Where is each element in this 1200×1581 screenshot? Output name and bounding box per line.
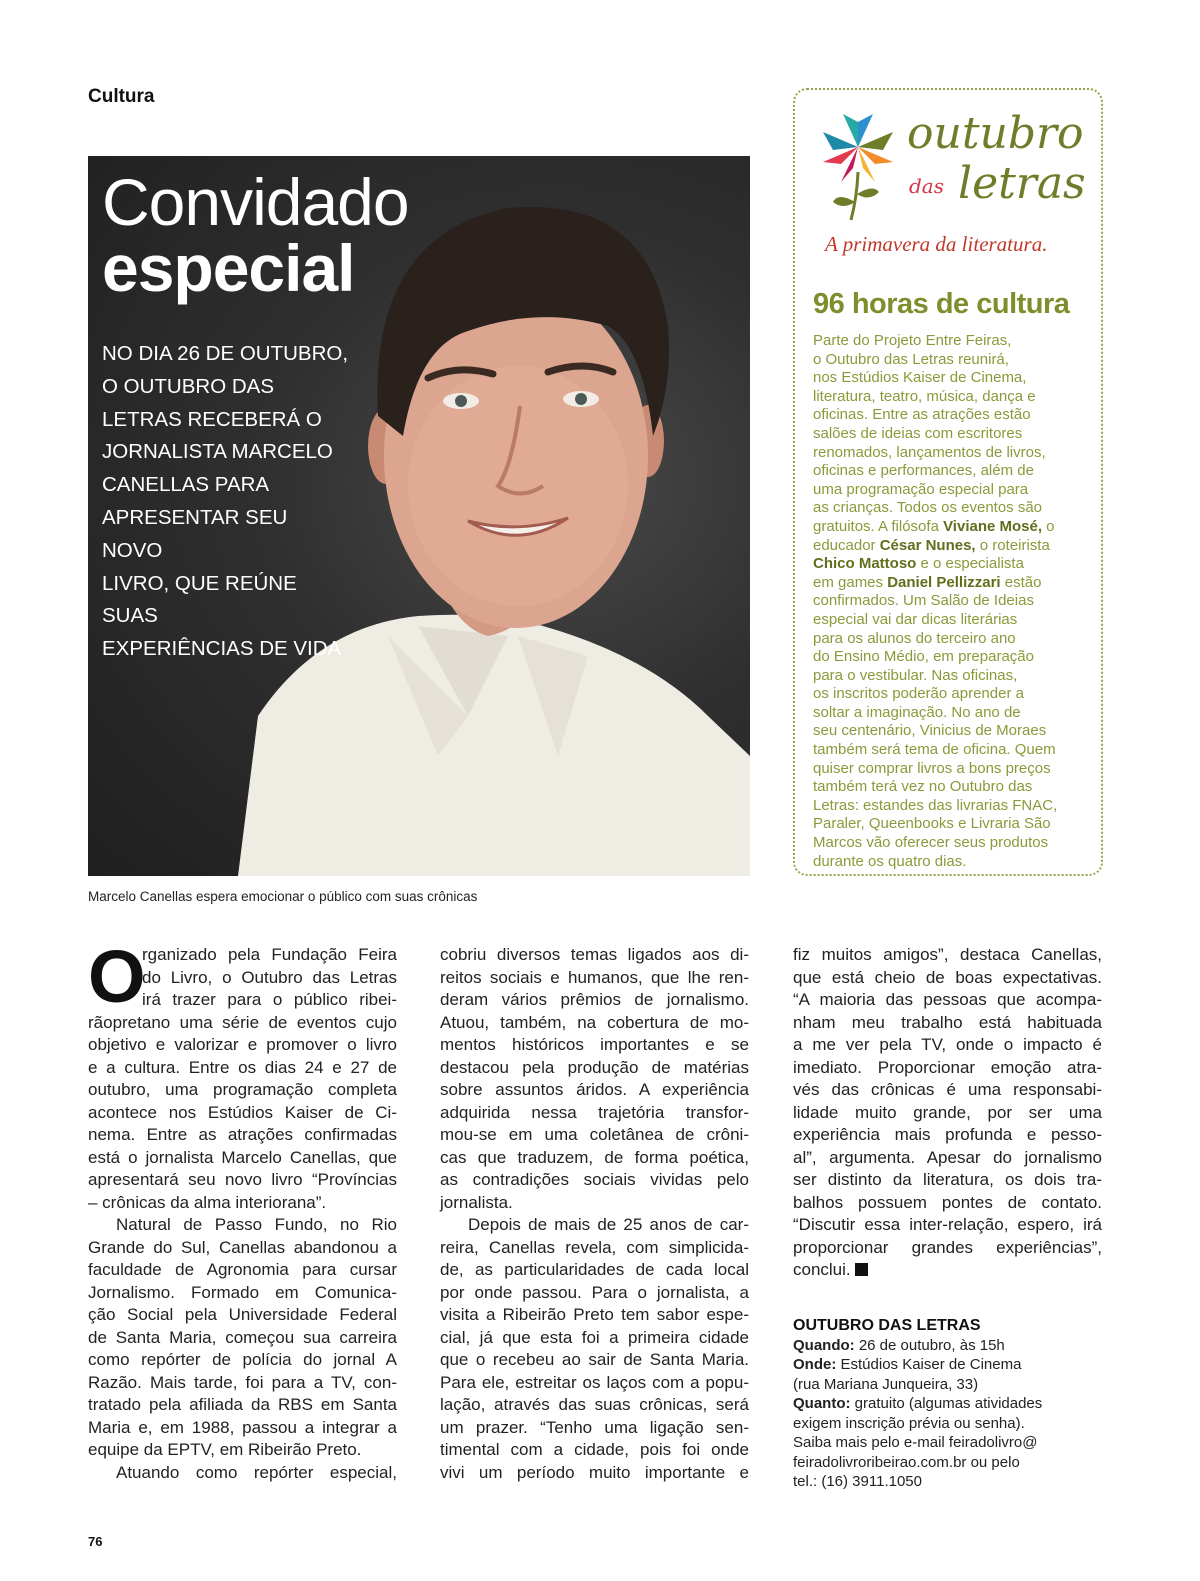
deck-line: APRESENTAR SEU NOVO bbox=[102, 505, 288, 562]
logo-word-outubro: outubro bbox=[907, 108, 1084, 159]
where-label: Onde: bbox=[793, 1356, 837, 1373]
article-line: como repórter de polícia do jornal A bbox=[88, 1350, 397, 1369]
article-line: balhos possuem pontes de contato. bbox=[793, 1192, 1102, 1212]
article-line: Maria e, em 1988, passou a integrar a bbox=[88, 1417, 397, 1437]
article-line: um prazer. “Tenho uma ligação sen- bbox=[440, 1417, 749, 1437]
sidebar-line: nos Estúdios Kaiser de Cinema, bbox=[813, 369, 1027, 387]
sidebar-line bbox=[813, 537, 1089, 556]
article-line: al”, argumenta. Apesar do jornalismo bbox=[793, 1147, 1102, 1167]
sidebar-line bbox=[813, 518, 1089, 537]
article-line: do Livro, o Outubro das Letras bbox=[142, 967, 397, 987]
logo-word-das: das bbox=[909, 174, 944, 198]
photo-caption: Marcelo Canellas espera emocionar o público com suas crônicas bbox=[88, 889, 478, 904]
sidebar-line: Paraler, Queenbooks e Livraria São bbox=[813, 815, 1051, 833]
headline-bold: especial bbox=[102, 231, 355, 305]
article-line: tratado pela afiliada da RBS em Santa bbox=[88, 1395, 397, 1414]
article-line: Atuando como repórter especial, bbox=[116, 1462, 397, 1482]
article-line: Jornalismo. Formado em Comunica- bbox=[88, 1282, 397, 1302]
article-line: vivi um período muito importante e bbox=[440, 1462, 749, 1482]
article-line: sobre assuntos áridos. A experiência bbox=[440, 1080, 749, 1099]
article-line: faculdade de Agronomia para cursar bbox=[88, 1260, 397, 1279]
article-line: por onde passou. Para o jornalista, a bbox=[440, 1282, 749, 1302]
sidebar-line bbox=[813, 555, 1089, 574]
article-line: lidade muito grande, por ser uma bbox=[793, 1102, 1102, 1122]
price-label: Quanto: bbox=[793, 1395, 851, 1412]
event-info-line: tel.: (16) 3911.1050 bbox=[793, 1473, 922, 1490]
sidebar-text: gratuitos. A filósofa bbox=[813, 517, 944, 535]
event-info-line: Saiba mais pelo e-mail feiradolivro@ bbox=[793, 1434, 1038, 1451]
article-line: ção Social pela Universidade Federal bbox=[88, 1305, 397, 1324]
article-line: timental com a cidade, pois foi onde bbox=[440, 1440, 749, 1459]
article-line: de, as particularidades de cada local bbox=[440, 1260, 749, 1279]
article-line: proporcionar grandes experiências”, bbox=[793, 1237, 1102, 1257]
sidebar-line: oficinas e performances, além de bbox=[813, 462, 1034, 480]
article-line: irá trazer para o público ribei- bbox=[142, 990, 397, 1009]
article-line: experiência mais profunda e pesso- bbox=[793, 1125, 1102, 1144]
drop-cap: O bbox=[88, 935, 146, 1018]
sidebar-text: em games bbox=[813, 573, 888, 591]
end-mark-icon bbox=[855, 1263, 868, 1276]
article-line: mou-se em uma coletânea de crôni- bbox=[440, 1125, 749, 1144]
sidebar-line: seu centenário, Vinicius de Moraes bbox=[813, 722, 1047, 740]
article-line: outubro, uma programação completa bbox=[88, 1080, 397, 1099]
article-line: Razão. Mais tarde, foi para a TV, con- bbox=[88, 1372, 397, 1392]
article-line: visita a Ribeirão Preto tem sabor espe- bbox=[440, 1305, 749, 1324]
article-line: vés das crônicas é uma responsabi- bbox=[793, 1080, 1102, 1099]
article-column-1 bbox=[88, 935, 397, 1484]
sidebar-line: durante os quatro dias. bbox=[813, 852, 967, 870]
article-line: e a cultura. Entre os dias 24 e 27 de bbox=[88, 1057, 397, 1077]
deck-line: JORNALISTA MARCELO bbox=[102, 440, 333, 464]
article-line: lação, através das suas crônicas, será bbox=[440, 1395, 749, 1414]
article-line: nham meu trabalho está habituada bbox=[793, 1012, 1102, 1032]
article-line: rãopretano uma série de eventos cujo bbox=[88, 1012, 397, 1032]
name-chico: Chico Mattoso bbox=[813, 555, 917, 573]
article-line: Depois de mais de 25 anos de car- bbox=[468, 1215, 749, 1234]
sidebar-line: literatura, teatro, música, dança e bbox=[813, 387, 1036, 405]
event-info-line: feiradolivroribeirao.com.br ou pelo bbox=[793, 1453, 1020, 1471]
deck-line: O OUTUBRO DAS bbox=[102, 374, 274, 398]
deck-line: LETRAS RECEBERÁ O bbox=[102, 407, 322, 431]
article-line: nema. Entre as atrações confirmadas bbox=[88, 1125, 397, 1144]
deck-text bbox=[102, 338, 352, 666]
when-label: Quando: bbox=[793, 1336, 855, 1354]
sidebar-line: confirmados. Um Salão de Ideias bbox=[813, 592, 1034, 610]
sidebar-text: estão bbox=[1000, 573, 1042, 591]
deck-line: LIVRO, QUE REÚNE SUAS bbox=[102, 571, 297, 628]
event-info bbox=[793, 1316, 1093, 1492]
article-line: fiz muitos amigos”, destaca Canellas, bbox=[793, 945, 1102, 964]
article-line: jornalista. bbox=[440, 1192, 513, 1212]
article-line: reitos sociais e humanos, que lhe ren- bbox=[440, 967, 749, 987]
sidebar-line: para o vestibular. Nas oficinas, bbox=[813, 666, 1018, 684]
sidebar-line: as crianças. Todos os eventos são bbox=[813, 499, 1043, 517]
where-value: Estúdios Kaiser de Cinema bbox=[836, 1356, 1022, 1373]
deck-line: NO DIA 26 DE OUTUBRO, bbox=[102, 342, 349, 365]
article-line: adquirida nessa trajetória transfor- bbox=[440, 1102, 749, 1122]
article-line: ser distinto da literatura, os dois tra- bbox=[793, 1170, 1102, 1189]
event-info-line bbox=[793, 1394, 1093, 1414]
sidebar-line: o Outubro das Letras reunirá, bbox=[813, 350, 1009, 368]
article-line: mentos históricos importantes e se bbox=[440, 1035, 749, 1054]
sidebar-text: o roteirista bbox=[975, 536, 1050, 554]
sidebar-line: renomados, lançamentos de livros, bbox=[813, 443, 1046, 461]
article-line: as contradições sociais vividas pelo bbox=[440, 1170, 749, 1189]
article-line: de Santa Maria, começou sua carreira bbox=[88, 1327, 397, 1347]
article-line: Atuou, também, na cobertura de mo- bbox=[440, 1012, 749, 1032]
sidebar-title: 96 horas de cultura bbox=[813, 288, 1070, 320]
sidebar-text: educador bbox=[813, 536, 880, 554]
sidebar-line: também terá vez no Outubro das bbox=[813, 778, 1033, 796]
name-cesar: César Nunes, bbox=[879, 536, 976, 554]
article-line: Para ele, estreitar os laços com a popu- bbox=[440, 1372, 749, 1392]
article-line: a me ver pela TV, onde o impacto é bbox=[793, 1035, 1102, 1054]
sidebar-line: os inscritos poderão aprender a bbox=[813, 685, 1024, 703]
article-line: está o jornalista Marcelo Canellas, que bbox=[88, 1147, 397, 1167]
article-line: cas que traduzem, de forma poética, bbox=[440, 1147, 749, 1167]
event-info-line: (rua Mariana Junqueira, 33) bbox=[793, 1375, 979, 1393]
article-line: cial, já que esta foi a primeira cidade bbox=[440, 1327, 749, 1347]
deck-line: EXPERIÊNCIAS DE VIDA bbox=[102, 637, 342, 661]
article-line: – crônicas da alma interiorana”. bbox=[88, 1192, 327, 1212]
logo-tagline: A primavera da literatura. bbox=[825, 232, 1048, 256]
headline-light: Convidado bbox=[102, 165, 409, 239]
article-text: conclui. bbox=[793, 1260, 851, 1279]
article-column-2 bbox=[440, 944, 749, 1484]
article-line: “A maioria das pessoas que acompa- bbox=[793, 990, 1102, 1009]
sidebar-line: também será tema de oficina. Quem bbox=[813, 741, 1056, 759]
article-line: acontece nos Estúdios Kaiser de Ci- bbox=[88, 1102, 397, 1122]
sidebar-line bbox=[813, 574, 1089, 593]
section-label: Cultura bbox=[88, 86, 155, 107]
article-column-3 bbox=[793, 944, 1102, 1282]
sidebar-line: salões de ideias com escritores bbox=[813, 424, 1023, 442]
article-line: cobriu diversos temas ligados aos di- bbox=[440, 945, 749, 964]
sidebar-line: Parte do Projeto Entre Feiras, bbox=[813, 332, 1012, 349]
article-line: rganizado pela Fundação Feira bbox=[142, 945, 397, 964]
sidebar-line: Letras: estandes das livrarias FNAC, bbox=[813, 796, 1058, 814]
article-line: reira, Canellas revela, com simplicida- bbox=[440, 1237, 749, 1257]
article-line: Grande do Sul, Canellas abandonou a bbox=[88, 1237, 397, 1257]
article-line: “Discutir essa inter-relação, espero, irá bbox=[793, 1215, 1102, 1234]
sidebar-line: soltar a imaginação. No ano de bbox=[813, 703, 1021, 721]
sidebar-text: o bbox=[1042, 517, 1055, 535]
sidebar-text: e o especialista bbox=[916, 555, 1024, 573]
article-line: apresentará seu novo livro “Províncias bbox=[88, 1170, 397, 1189]
article-line: imediato. Proporcionar emoção atra- bbox=[793, 1057, 1102, 1077]
article-line: que está cheio de boas expectativas. bbox=[793, 967, 1102, 987]
page-number: 76 bbox=[88, 1534, 103, 1549]
sidebar-body bbox=[813, 332, 1089, 871]
article-line: que o recebeu ao sair de Santa Maria. bbox=[440, 1350, 749, 1369]
logo-word-letras: letras bbox=[958, 158, 1086, 209]
event-info-line: exigem inscrição prévia ou senha). bbox=[793, 1414, 1025, 1432]
article-line: deram vários prêmios de jornalismo. bbox=[440, 990, 749, 1009]
sidebar-line: oficinas. Entre as atrações estão bbox=[813, 406, 1031, 424]
name-daniel: Daniel Pellizzari bbox=[887, 573, 1001, 591]
event-info-heading: OUTUBRO DAS LETRAS bbox=[793, 1317, 981, 1334]
deck-line: CANELLAS PARA bbox=[102, 473, 270, 497]
article-line: Natural de Passo Fundo, no Rio bbox=[116, 1215, 397, 1234]
sidebar-line: uma programação especial para bbox=[813, 480, 1029, 498]
article-line: objetivo e valorizar e promover o livro bbox=[88, 1035, 397, 1054]
price-value: gratuito (algumas atividades bbox=[850, 1395, 1043, 1412]
event-info-line bbox=[793, 1336, 1093, 1356]
article-line: equipe da EPTV, em Ribeirão Preto. bbox=[88, 1440, 362, 1459]
article-line: destacou pela produção de matérias bbox=[440, 1057, 749, 1077]
sidebar-line: para os alunos do terceiro ano bbox=[813, 629, 1016, 647]
sidebar-line: quiser comprar livros a bons preços bbox=[813, 759, 1051, 777]
feature-photo bbox=[88, 156, 750, 876]
when-value: 26 de outubro, às 15h bbox=[854, 1336, 1005, 1354]
name-viviane: Viviane Mosé, bbox=[943, 517, 1043, 535]
sidebar-line: do Ensino Médio, em preparação bbox=[813, 648, 1034, 666]
sidebar-line: especial vai dar dicas literárias bbox=[813, 610, 1018, 628]
event-info-line bbox=[793, 1355, 1093, 1375]
article-line bbox=[793, 1259, 1102, 1282]
sidebar-box bbox=[793, 88, 1103, 876]
sidebar-line: Marcos vão oferecer seus produtos bbox=[813, 834, 1049, 852]
flower-logo-icon bbox=[813, 102, 903, 226]
